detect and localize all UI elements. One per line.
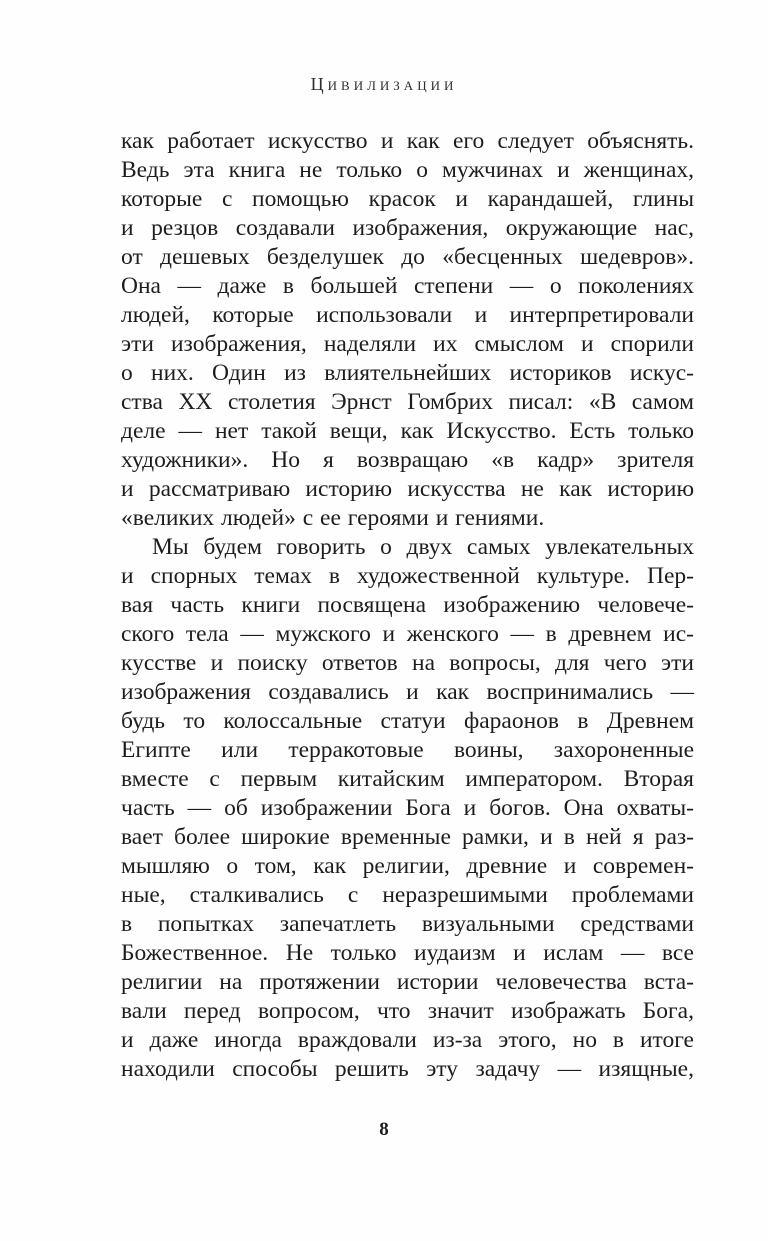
page-number: 8 — [379, 1119, 389, 1140]
text-line: эти изображения, наделяли их смыслом и спорили — [121, 331, 694, 357]
text-line: людей, которые использовали и интерпретировали — [121, 302, 694, 328]
text-line: ского тела — мужского и женского — в древнем ис- — [121, 621, 694, 647]
text-line: ства XX столетия Эрнст Гомбрих писал: «В самом — [121, 389, 694, 415]
text-line: религии на протяжении истории человечества вста- — [121, 969, 694, 995]
body-text — [121, 127, 694, 1084]
text-line: ные, сталкивались с неразрешимыми проблемами — [121, 882, 694, 908]
text-line: Мы будем говорить о двух самых увлекательных — [152, 534, 694, 560]
text-line: часть — об изображении Бога и богов. Она охваты- — [121, 795, 694, 821]
text-line: которые с помощью красок и карандашей, глины — [121, 186, 694, 212]
text-line: находили способы решить эту задачу — изящные, — [121, 1056, 694, 1082]
text-line: в попытках запечатлеть визуальными средствами — [121, 911, 694, 937]
text-line: художники». Но я возвращаю «в кадр» зрителя — [121, 447, 694, 473]
text-line: мышляю о том, как религии, древние и современ- — [121, 853, 694, 879]
text-line: кусстве и поиску ответов на вопросы, для чего эти — [121, 650, 694, 676]
text-line: Она — даже в большей степени — о поколениях — [121, 273, 694, 299]
text-line: «великих людей» с ее героями и гениями. — [121, 505, 545, 531]
text-line: и спорных темах в художественной культуре. Пер- — [121, 563, 694, 589]
text-line: от дешевых безделушек до «бесценных шедевров». — [121, 244, 694, 270]
running-header: Цивилизации — [310, 74, 458, 94]
text-line: и резцов создавали изображения, окружающие нас, — [121, 215, 694, 241]
text-line: вая часть книги посвящена изображению человече- — [121, 592, 694, 618]
text-line: изображения создавались и как воспринимались — — [121, 679, 694, 705]
paragraph — [121, 127, 694, 533]
text-line: будь то колоссальные статуи фараонов в Древнем — [121, 708, 694, 734]
text-line: о них. Один из влиятельнейших историков искус- — [121, 360, 694, 386]
text-line: Ведь эта книга не только о мужчинах и женщинах, — [121, 157, 694, 183]
text-line: и даже иногда враждовали из-за этого, но в итоге — [121, 1027, 694, 1053]
text-line: как работает искусство и как его следует объяснять. — [121, 128, 694, 154]
text-line: вает более широкие временные рамки, и в ней я раз- — [121, 824, 694, 850]
text-line: деле — нет такой вещи, как Искусство. Есть только — [121, 418, 694, 444]
text-line: Египте или терракотовые воины, захороненные — [121, 737, 694, 763]
text-line: вали перед вопросом, что значит изображать Бога, — [121, 998, 694, 1024]
text-line: и рассматриваю историю искусства не как историю — [121, 476, 694, 502]
text-line: вместе с первым китайским императором. Вторая — [121, 766, 694, 792]
text-line: Божественное. Не только иудаизм и ислам — все — [121, 940, 694, 966]
paragraph — [121, 533, 694, 1084]
